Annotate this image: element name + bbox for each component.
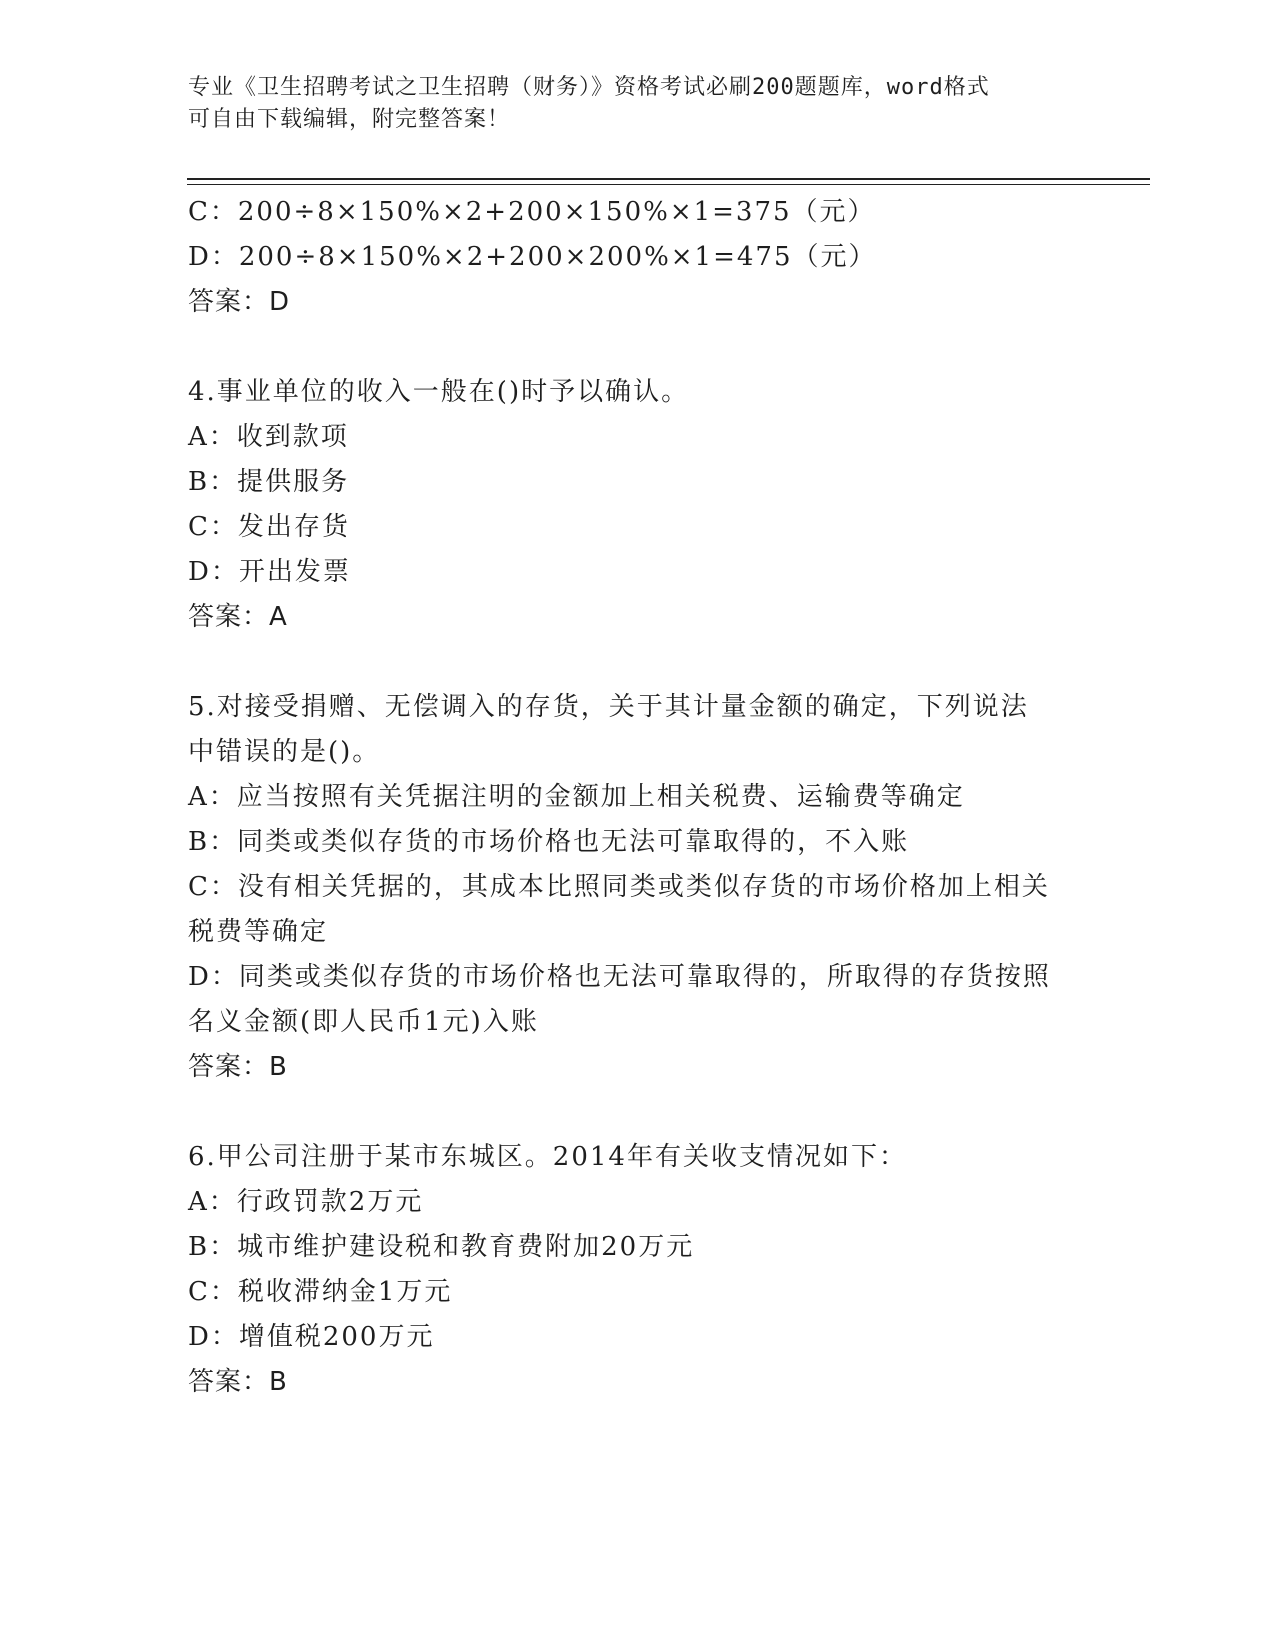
spacer <box>188 1090 1088 1135</box>
q5-option-c-line-2: 税费等确定 <box>188 917 329 947</box>
spacer <box>188 325 1088 370</box>
q5-option-c-line-1: C：没有相关凭据的，其成本比照同类或类似存货的市场价格加上相关 <box>188 872 1050 902</box>
q3-option-c: C：200÷8×150%×2+200×150%×1=375（元） <box>188 197 876 227</box>
q5-option-b: B：同类或类似存货的市场价格也无法可靠取得的，不入账 <box>188 827 910 857</box>
q4-option-b: B：提供服务 <box>188 467 350 497</box>
spacer <box>188 640 1088 685</box>
header-divider-thin <box>187 184 1150 185</box>
q4-option-c: C：发出存货 <box>188 512 350 542</box>
q5-question-line-1: 5.对接受捐赠、无偿调入的存货，关于其计量金额的确定，下列说法 <box>188 692 1029 722</box>
q3-option-d: D：200÷8×150%×2+200×200%×1=475（元） <box>188 242 877 272</box>
q4-answer: 答案：A <box>188 602 288 632</box>
document-body <box>188 190 1088 1405</box>
q6-answer: 答案：B <box>188 1367 288 1397</box>
header-divider-thick <box>187 178 1150 180</box>
q5-question-line-2: 中错误的是()。 <box>188 737 381 767</box>
q6-option-b: B：城市维护建设税和教育费附加20万元 <box>188 1232 695 1262</box>
q6-option-a: A：行政罚款2万元 <box>188 1187 424 1217</box>
header-title-line-1: 专业《卫生招聘考试之卫生招聘（财务）》资格考试必刷200题题库，word格式 <box>188 75 990 100</box>
q6-option-d: D：增值税200万元 <box>188 1322 435 1352</box>
question-5-block <box>188 685 1088 1090</box>
document-header <box>188 72 1068 136</box>
q5-option-d-line-1: D：同类或类似存货的市场价格也无法可靠取得的，所取得的存货按照 <box>188 962 1051 992</box>
q5-option-a: A：应当按照有关凭据注明的金额加上相关税费、运输费等确定 <box>188 782 965 812</box>
header-title-line-2: 可自由下载编辑，附完整答案！ <box>188 107 511 132</box>
question-6-block <box>188 1135 1088 1405</box>
q3-answer: 答案：D <box>188 287 291 317</box>
q4-option-d: D：开出发票 <box>188 557 351 587</box>
q6-option-c: C：税收滞纳金1万元 <box>188 1277 453 1307</box>
q4-question: 4.事业单位的收入一般在()时予以确认。 <box>188 377 690 407</box>
q6-question: 6.甲公司注册于某市东城区。2014年有关收支情况如下： <box>188 1142 907 1172</box>
q5-answer: 答案：B <box>188 1052 288 1082</box>
question-4-block <box>188 370 1088 640</box>
question-3-block <box>188 190 1088 325</box>
q4-option-a: A：收到款项 <box>188 422 349 452</box>
q5-option-d-line-2: 名义金额(即人民币1元)入账 <box>188 1007 539 1037</box>
